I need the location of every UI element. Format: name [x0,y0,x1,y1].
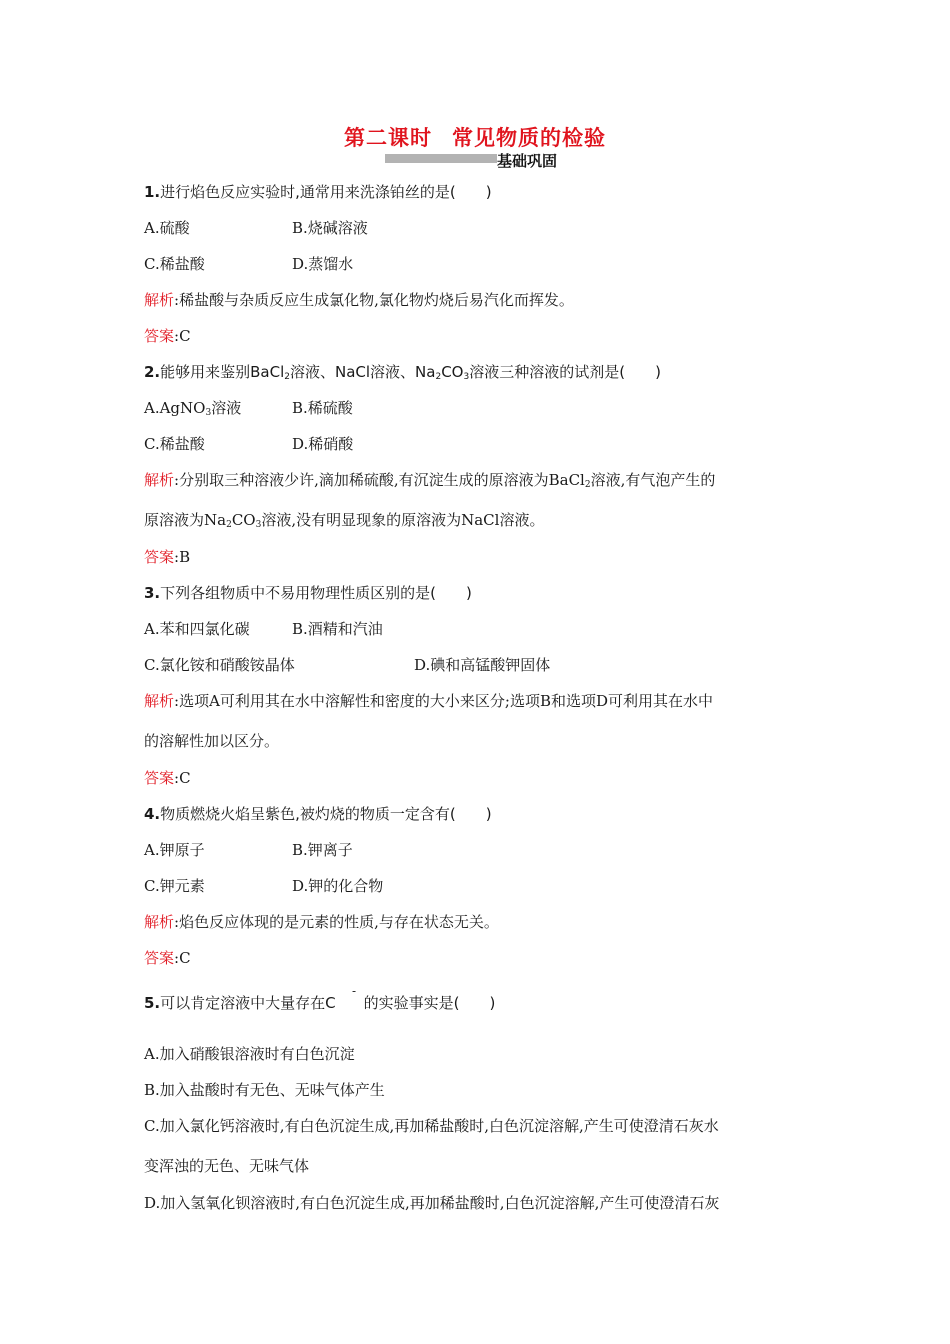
option-a: A.AgNO$_3$溶液 [144,399,242,418]
question-5-option-b: B.加入盐酸时有无色、无味气体产生 [144,1081,385,1099]
option-d: D.蒸馏水 [292,255,354,273]
question-4-explanation: 解析:焰色反应体现的是元素的性质,与存在状态无关。 [144,913,499,931]
option-c: C.稀盐酸 [144,435,205,453]
question-3-answer: 答案:C [144,769,191,787]
question-2-options-row2 [144,434,354,454]
option-d: D.钾的化合物 [292,877,384,895]
question-3-stem: 3.下列各组物质中不易用物理性质区别的是( ) [144,584,472,602]
option-a: A.钾原子 [144,841,205,859]
question-3-options-row1 [144,619,383,639]
option-c: C.钾元素 [144,877,205,895]
page-title: 第二课时 常见物质的检验 [344,126,606,150]
question-2-answer: 答案:B [144,548,191,566]
option-b: B.酒精和汽油 [292,620,383,638]
question-4-stem: 4.物质燃烧火焰呈紫色,被灼烧的物质一定含有( ) [144,805,492,823]
question-1-answer: 答案:C [144,327,191,345]
option-b: B.烧碱溶液 [292,219,368,237]
section-label: 基础巩固 [497,152,558,170]
question-2-stem: 2.能够用来鉴别BaCl$_2$溶液、NaCl溶液、$Na_2CO_3$溶液三种溶液的试剂是( ) [144,363,661,382]
option-a: A.苯和四氯化碳 [144,620,250,638]
question-4-options-row2 [144,876,384,896]
option-b: B.钾离子 [292,841,353,859]
question-1-options-row2 [144,254,354,274]
question-5-option-c-line2: 变浑浊的无色、无味气体 [144,1157,310,1175]
question-5-stem: 5.可以肯定溶液中大量存在C 的实验事实是( ) [144,994,496,1012]
section-bar [385,154,497,163]
question-4-options-row1 [144,840,353,860]
question-3-explanation-line1: 解析:选项A可利用其在水中溶解性和密度的大小来区分;选项B和选项D可利用其在水中 [144,692,714,710]
question-5-option-a: A.加入硝酸银溶液时有白色沉淀 [144,1045,355,1063]
question-1-explanation: 解析:稀盐酸与杂质反应生成氯化物,氯化物灼烧后易汽化而挥发。 [144,291,574,309]
question-2-explanation-line1: 解析:分别取三种溶液少许,滴加稀硫酸,有沉淀生成的原溶液为BaCl$_2$溶液,有气泡产生的 [144,471,716,490]
option-b: B.稀硫酸 [292,399,353,417]
option-c: C.稀盐酸 [144,255,205,273]
question-2-options-row1 [144,398,353,418]
option-c: C.氯化铵和硝酸铵晶体 [144,656,295,674]
option-d: D.碘和高锰酸钾固体 [414,656,551,674]
question-3-explanation-line2: 的溶解性加以区分。 [144,732,280,750]
question-3-options-row2 [144,655,551,675]
question-1-options-row1 [144,218,368,238]
question-5-option-c-line1: C.加入氯化钙溶液时,有白色沉淀生成,再加稀盐酸时,白色沉淀溶解,产生可使澄清石灰水 [144,1117,719,1135]
ion-charge-mark: - [352,984,357,998]
question-1-stem: 1.进行焰色反应实验时,通常用来洗涤铂丝的是( ) [144,183,492,201]
question-5-option-d-line1: D.加入氢氧化钡溶液时,有白色沉淀生成,再加稀盐酸时,白色沉淀溶解,产生可使澄清石灰 [144,1194,720,1212]
option-d: D.稀硝酸 [292,435,354,453]
question-2-explanation-line2: 原溶液为$Na_2CO_3$溶液,没有明显现象的原溶液为NaCl溶液。 [144,511,545,530]
option-a: A.硫酸 [144,219,190,237]
question-4-answer: 答案:C [144,949,191,967]
